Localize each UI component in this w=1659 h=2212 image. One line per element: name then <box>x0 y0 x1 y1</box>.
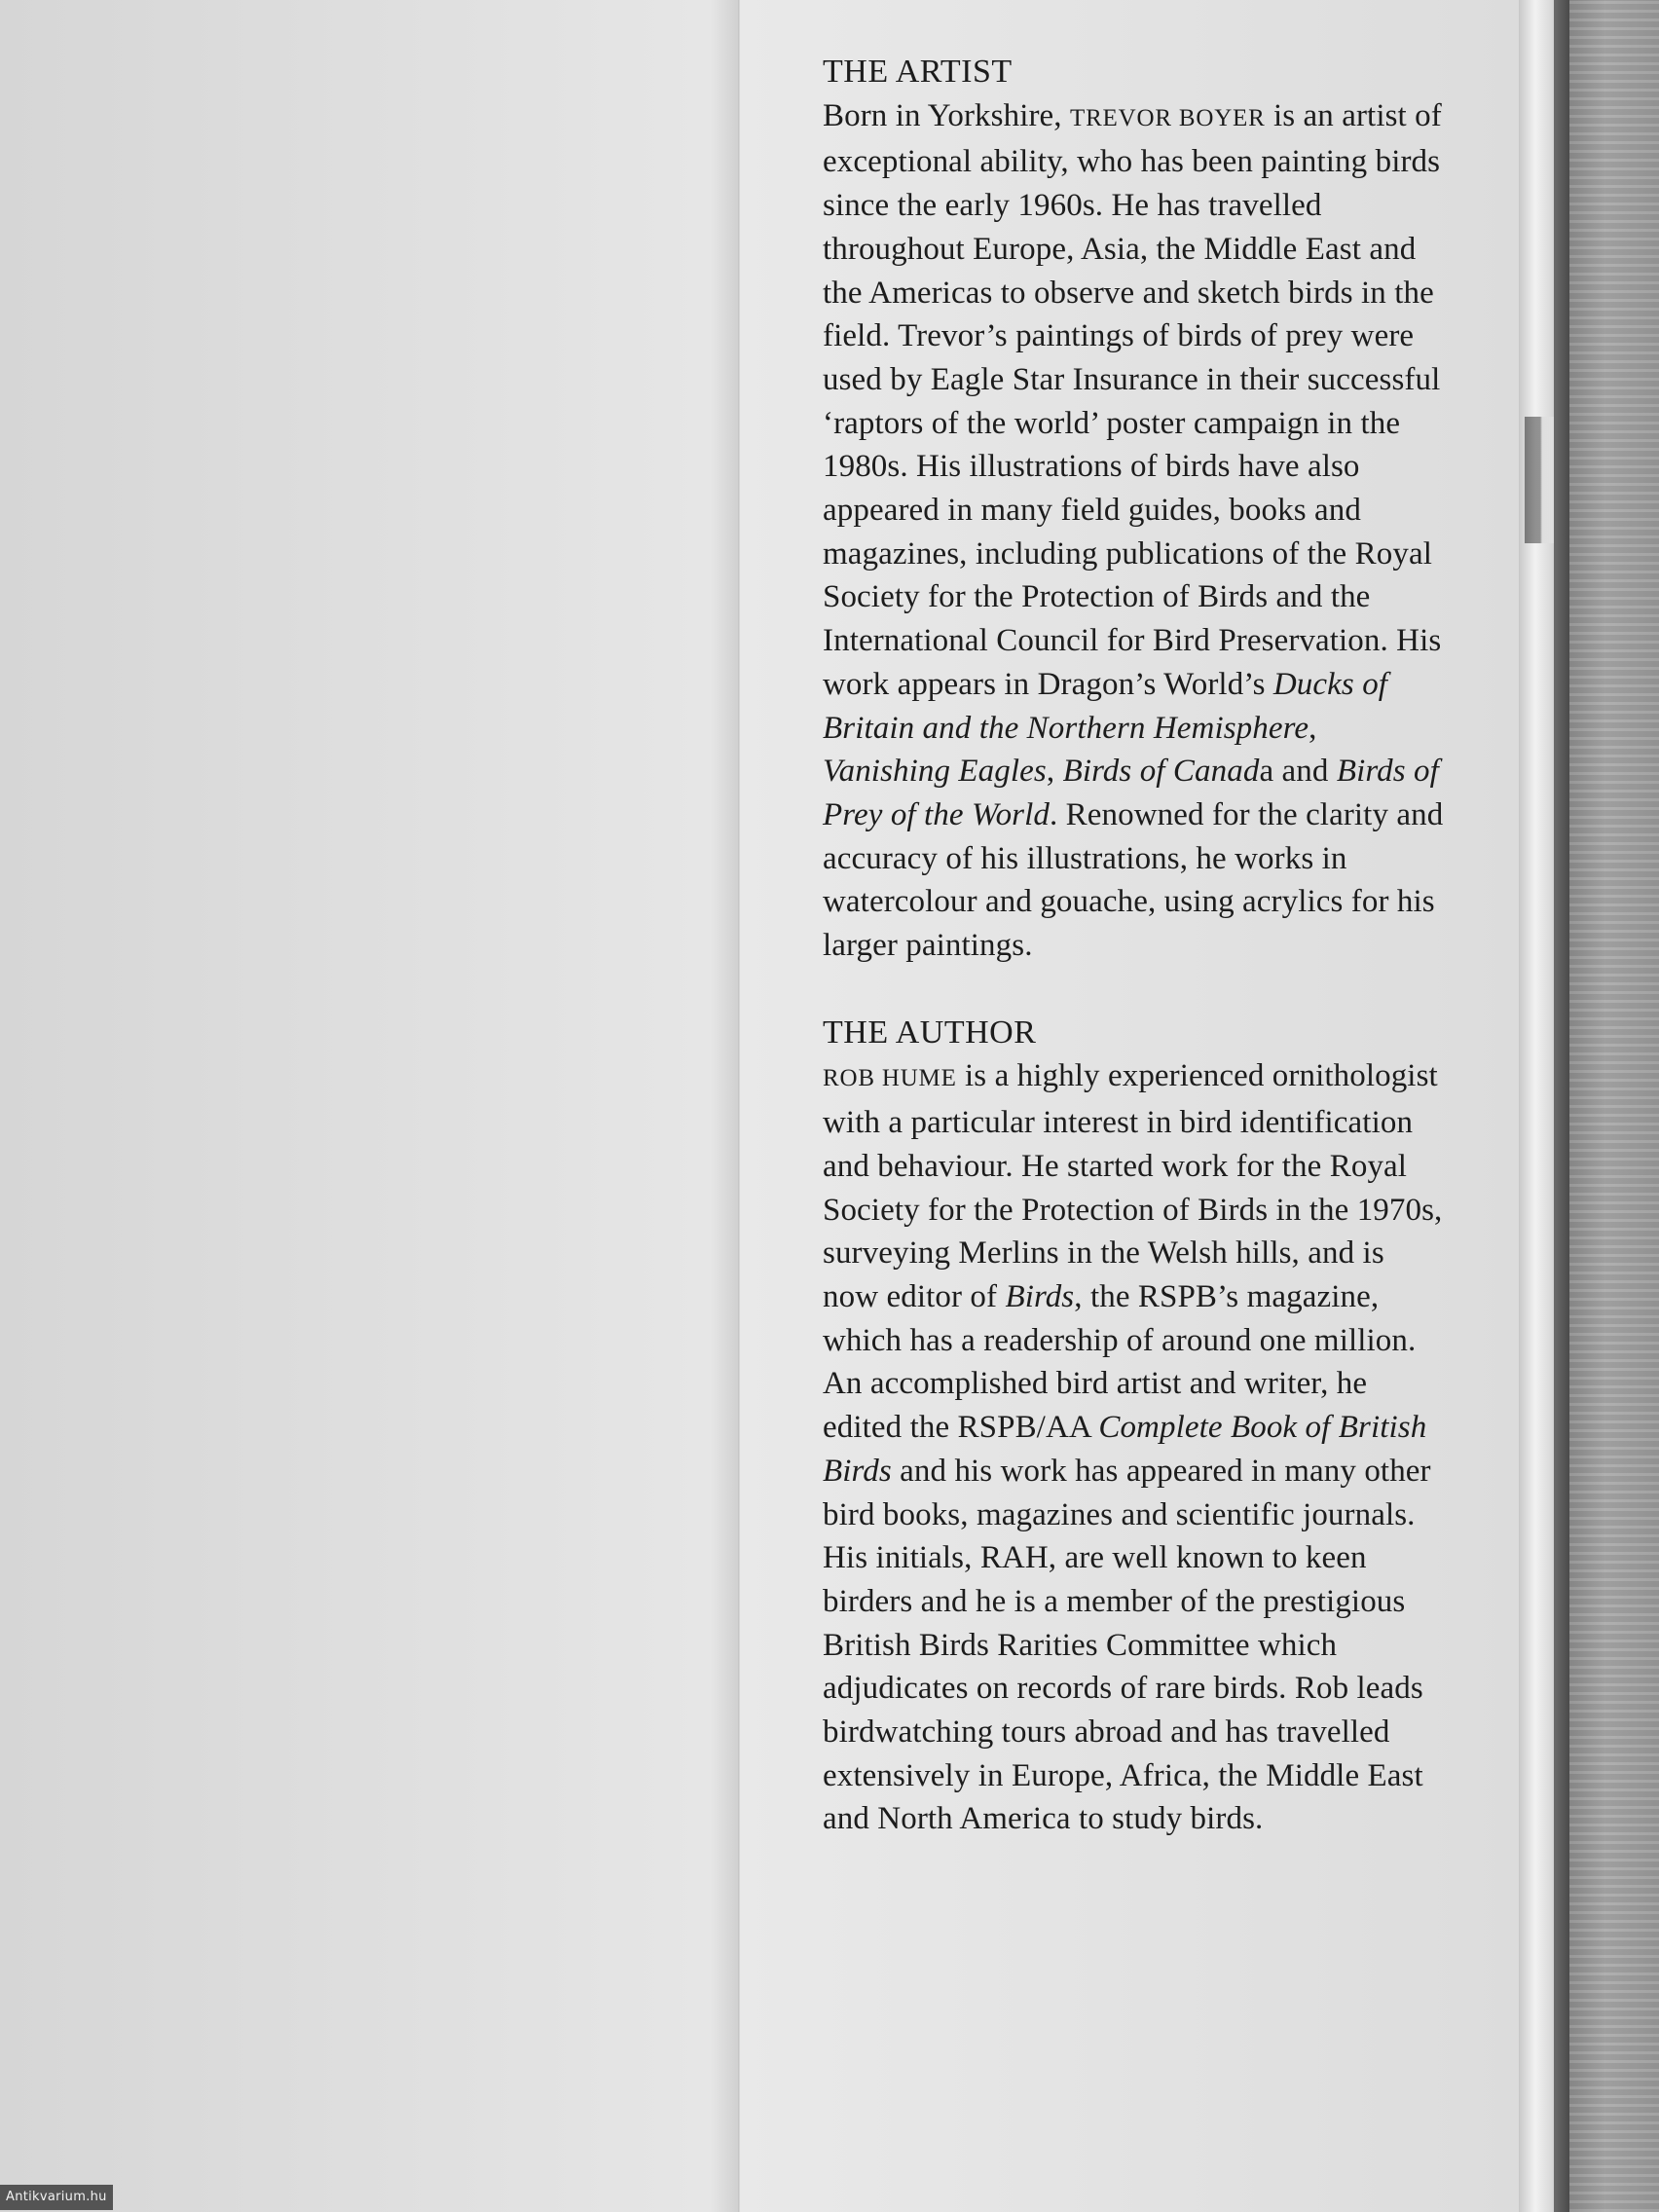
section-gap <box>823 968 1446 1012</box>
artist-bio-end: . Renowned for the clarity and accuracy of his illustrations, he works in watercolour and gouache, using acrylics for his larger paintings. <box>823 796 1444 964</box>
artist-sep-1: , <box>1309 710 1317 746</box>
artist-book-title-1: Ducks of Britain and the Northern Hemisphere <box>823 666 1388 746</box>
author-heading: THE AUTHOR <box>823 1014 1037 1051</box>
wooden-surface <box>1569 0 1659 2212</box>
author-name: ROB HUME <box>823 1065 957 1092</box>
author-magazine-title: Birds <box>1005 1278 1075 1314</box>
author-book-title: Complete Book of British Birds <box>823 1410 1427 1489</box>
author-bio-body: is a highly experienced ornithologist with a particular interest in bird identification and behaviour. He started work for the Royal Society for the Protection of Birds in the 1970s, surveying Merlins in the Welsh hills, and is now editor of <box>823 1058 1443 1314</box>
author-bio <box>823 1054 1446 1841</box>
artist-book-title-3-tail: a <box>1259 754 1274 790</box>
author-bio-end: and his work has appeared in many other bird books, magazines and scientific journals. His initials, RAH, are well known to keen birders and he is a member of the prestigious British Birds Rarities Committee which adjudicates on records of rare birds. Rob leads birdwatching tours abroad and has travelled extensively in Europe, Africa, the Middle East and North America to study birds. <box>823 1453 1431 1837</box>
artist-book-title-4: Birds of Prey of the World <box>823 754 1439 832</box>
artist-heading: THE ARTIST <box>823 54 1013 90</box>
artist-bio <box>823 94 1446 968</box>
artist-bio-body: is an artist of exceptional ability, who has been painting birds since the early 1960s. He has travelled throughout Europe, Asia, the Middle East and the Americas to observe and sketch birds in the field. Trevor’s paintings of birds of prey were used by Eagle Star Insurance in their successful ‘raptors of the world’ poster campaign in the 1980s. His illustrations of birds have also appeared in many field guides, books and magazines, including publications of the Royal Society for the Protection of Birds and the International Council for Bird Preservation. His work appears in Dragon’s World’s <box>823 97 1442 702</box>
flap-text <box>823 51 1446 1841</box>
left-blank-page <box>0 0 740 2212</box>
author-bio-mid: , the RSPB’s magazine, which has a readership of around one million. An accomplished bird artist and writer, he edited the RSPB/AA <box>823 1278 1417 1446</box>
cover-shadow <box>1554 0 1569 2212</box>
artist-book-title-3: Birds of Canad <box>1062 754 1260 790</box>
artist-book-title-2: Vanishing Eagles <box>823 754 1047 790</box>
watermark-label: Antikvarium.hu <box>0 2185 113 2210</box>
artist-sep-2: , <box>1046 754 1063 790</box>
artist-name: TREVOR BOYER <box>1070 104 1266 131</box>
artist-bio-intro: Born in Yorkshire, <box>823 97 1071 133</box>
artist-sep-3: and <box>1273 754 1337 790</box>
